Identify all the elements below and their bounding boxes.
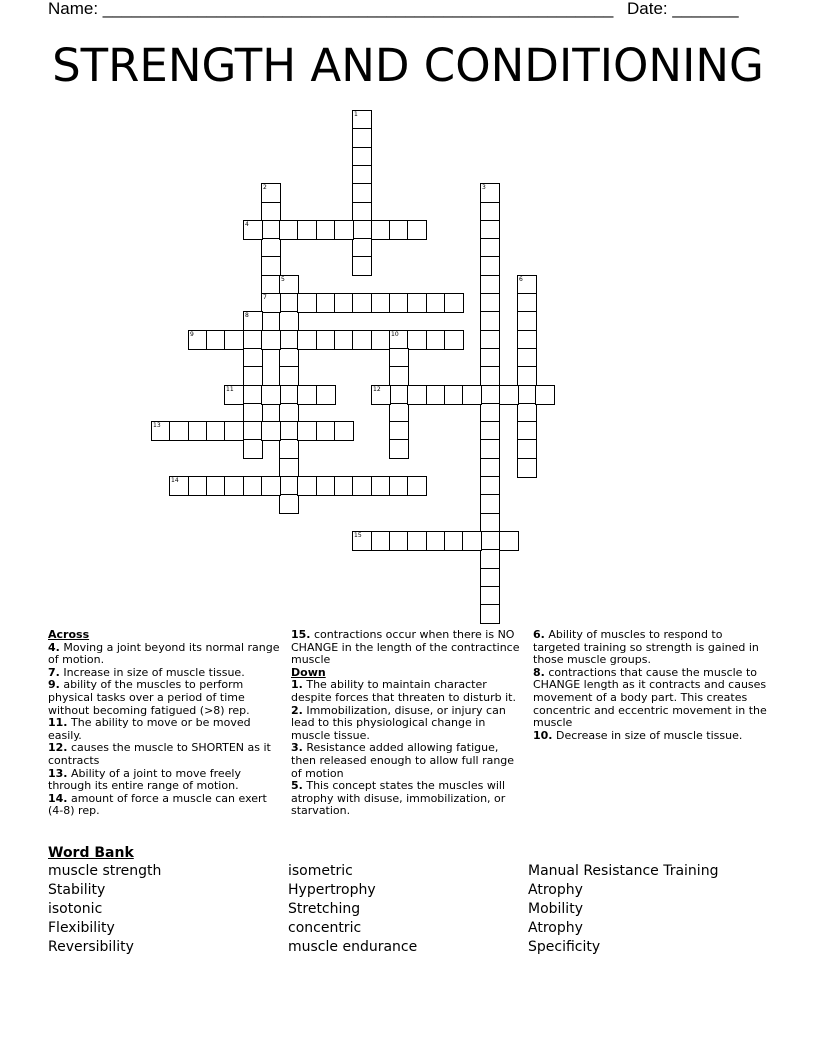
crossword-cell[interactable] [480,458,500,478]
clue-down-5: 5. This concept states the muscles will atrophy with disuse, immobilization, or starvation. [291,779,506,818]
word-bank-item: muscle endurance [288,939,418,955]
crossword-cell[interactable] [480,311,500,331]
crossword-cell[interactable] [279,293,299,313]
word-bank-item: Atrophy [528,882,583,898]
crossword-cell[interactable] [499,531,519,551]
crossword-cell[interactable] [243,330,263,350]
crossword-cell[interactable] [517,385,537,405]
crossword-cell[interactable] [352,476,372,496]
crossword-cell[interactable] [426,531,446,551]
cell-number: 5 [281,276,285,283]
word-bank-item: Specificity [528,939,601,955]
crossword-cell[interactable] [352,256,372,276]
crossword-cell[interactable] [224,421,244,441]
crossword-cell[interactable] [261,275,281,295]
cell-number: 8 [245,312,249,319]
crossword-cell[interactable] [316,220,336,240]
crossword-cell[interactable] [352,128,372,148]
crossword-cell[interactable] [243,476,263,496]
word-bank-item: Flexibility [48,920,115,936]
crossword-cell[interactable] [389,348,409,368]
crossword-cell[interactable] [352,183,372,203]
crossword-cell[interactable] [261,238,281,258]
crossword-cell[interactable] [334,421,354,441]
across-heading: Across [48,628,90,641]
crossword-cell[interactable] [334,330,354,350]
crossword-cell[interactable] [389,421,409,441]
crossword-cell[interactable] [243,403,263,423]
cell-number: 10 [391,331,399,338]
crossword-cell[interactable] [480,238,500,258]
crossword-cell[interactable] [535,385,555,405]
cell-number: 13 [153,422,161,429]
crossword-cell[interactable] [334,293,354,313]
date-field-label: Date: _______ [627,0,739,18]
crossword-cell[interactable] [480,586,500,606]
crossword-cell[interactable] [316,476,336,496]
crossword-cell[interactable] [188,330,208,350]
crossword-cell[interactable] [352,330,372,350]
crossword-cell[interactable] [279,348,299,368]
crossword-cell[interactable] [371,531,391,551]
crossword-cell[interactable] [389,330,409,350]
crossword-cell[interactable] [517,366,537,386]
crossword-cell[interactable] [480,476,500,496]
crossword-cell[interactable] [261,385,281,405]
clue-down-3: 3. Resistance added allowing fatigue, then released enough to allow full range of motion [291,741,515,780]
clue-down-10: 10. Decrease in size of muscle tissue. [533,728,743,742]
crossword-cell[interactable] [517,439,537,459]
crossword-cell[interactable] [426,385,446,405]
crossword-cell[interactable] [224,385,244,405]
crossword-cell[interactable] [444,385,464,405]
crossword-cell[interactable] [279,385,299,405]
crossword-cell[interactable] [188,476,208,496]
word-bank-item: Mobility [528,901,583,917]
crossword-cell[interactable] [480,220,500,240]
clue-down-1: 1. The ability to maintain character despite forces that threaten to disturb it. [291,678,516,704]
crossword-cell[interactable] [243,385,263,405]
middle-clues-column [291,629,523,818]
crossword-cell[interactable] [352,220,372,240]
crossword-cell[interactable] [407,476,427,496]
crossword-cell[interactable] [188,421,208,441]
down-heading: Down [291,665,326,679]
crossword-cell[interactable] [352,531,372,551]
word-bank-item: concentric [288,920,362,936]
clue-across-14: 14. amount of force a muscle can exert (4-8) rep. [48,791,267,818]
word-bank-column-2 [288,862,417,957]
word-bank-item: Hypertrophy [288,882,376,898]
puzzle-title: STRENGTH AND CONDITIONING [52,39,764,92]
word-bank-heading: Word Bank [48,845,134,861]
crossword-cell[interactable] [243,348,263,368]
crossword-cell[interactable] [517,275,537,295]
word-bank-column-1 [48,862,161,957]
clue-down-8: 8. contractions that cause the muscle to CHANGE length as it contracts and causes movement of a body part. This creates concentric and eccentric movement in the muscle [533,665,767,730]
crossword-cell[interactable] [243,220,263,240]
crossword-cell[interactable] [279,330,299,350]
word-bank-item: muscle strength [48,863,162,879]
crossword-cell[interactable] [206,330,226,350]
crossword-cell[interactable] [462,531,482,551]
crossword-cell[interactable] [499,385,519,405]
crossword-cell[interactable] [261,293,281,313]
clue-across-13: 13. Ability of a joint to move freely through its entire range of motion. [48,766,241,793]
crossword-cell[interactable] [371,220,391,240]
cell-number: 15 [354,532,362,539]
cell-number: 4 [245,221,249,228]
crossword-cell[interactable] [352,293,372,313]
crossword-cell[interactable] [389,220,409,240]
crossword-cell[interactable] [206,476,226,496]
cell-number: 6 [519,276,523,283]
crossword-cell[interactable] [352,147,372,167]
cell-number: 9 [190,331,194,338]
crossword-cell[interactable] [517,458,537,478]
crossword-cell[interactable] [297,476,317,496]
crossword-cell[interactable] [224,476,244,496]
crossword-cell[interactable] [334,220,354,240]
clue-across-15: 15. contractions occur when there is NO CHANGE in the length of the contractince muscle [291,628,520,667]
name-field-label: Name: ______________________________________________________ [48,0,614,18]
crossword-cell[interactable] [169,476,189,496]
crossword-cell[interactable] [371,385,391,405]
word-bank-item: isotonic [48,901,103,917]
clue-across-12: 12. causes the muscle to SHORTEN as it contracts [48,741,271,767]
crossword-cell[interactable] [352,238,372,258]
crossword-cell[interactable] [371,330,391,350]
word-bank-item: Manual Resistance Training [528,863,719,879]
crossword-cell[interactable] [444,531,464,551]
crossword-cell[interactable] [480,403,500,423]
crossword-cell[interactable] [334,476,354,496]
crossword-cell[interactable] [352,165,372,185]
crossword-cell[interactable] [480,385,500,405]
crossword-cell[interactable] [426,330,446,350]
crossword-cell[interactable] [279,220,299,240]
clue-down-2: 2. Immobilization, disuse, or injury can lead to this physiological change in muscle tissue. [291,703,506,742]
crossword-cell[interactable] [389,385,409,405]
crossword-cell[interactable] [480,330,500,350]
crossword-cell[interactable] [407,220,427,240]
crossword-cell[interactable] [407,330,427,350]
crossword-cell[interactable] [371,476,391,496]
crossword-cell[interactable] [261,256,281,276]
crossword-cell[interactable] [243,439,263,459]
clue-across-11: 11. The ability to move or be moved easily. [48,716,251,742]
word-bank-item: Reversibility [48,939,134,955]
crossword-cell[interactable] [261,330,281,350]
crossword-cell[interactable] [279,494,299,514]
crossword-cell[interactable] [297,293,317,313]
cell-number: 3 [482,184,486,191]
crossword-cell[interactable] [389,366,409,386]
crossword-cell[interactable] [316,293,336,313]
crossword-cell[interactable] [480,568,500,588]
crossword-cell[interactable] [297,385,317,405]
crossword-cell[interactable] [480,293,500,313]
crossword-cell[interactable] [297,421,317,441]
crossword-cell[interactable] [279,476,299,496]
crossword-cell[interactable] [517,330,537,350]
cell-number: 2 [263,184,267,191]
crossword-cell[interactable] [261,476,281,496]
word-bank-item: isometric [288,863,353,879]
crossword-cell[interactable] [352,110,372,130]
crossword-cell[interactable] [279,311,299,331]
crossword-cell[interactable] [480,494,500,514]
crossword-cell[interactable] [480,604,500,624]
crossword-cell[interactable] [480,366,500,386]
crossword-cell[interactable] [261,183,281,203]
crossword-cell[interactable] [297,330,317,350]
crossword-cell[interactable] [462,385,482,405]
cell-number: 1 [354,111,358,118]
crossword-cell[interactable] [243,311,263,331]
crossword-cell[interactable] [517,311,537,331]
crossword-cell[interactable] [407,531,427,551]
crossword-cell[interactable] [389,293,409,313]
cell-number: 12 [373,386,381,393]
crossword-cell[interactable] [279,421,299,441]
crossword-cell[interactable] [279,458,299,478]
crossword-cell[interactable] [279,366,299,386]
crossword-cell[interactable] [389,403,409,423]
crossword-cell[interactable] [297,220,317,240]
crossword-cell[interactable] [243,421,263,441]
crossword-cell[interactable] [444,293,464,313]
crossword-cell[interactable] [480,183,500,203]
cell-number: 11 [226,386,234,393]
crossword-cell[interactable] [517,348,537,368]
crossword-cell[interactable] [389,531,409,551]
clue-across-7: 7. Increase in size of muscle tissue. [48,665,245,679]
clue-down-6: 6. Ability of muscles to respond to targeted training so strength is gained in those muscle groups. [533,628,759,667]
clue-across-4: 4. Moving a joint beyond its normal range of motion. [48,640,280,667]
crossword-cell[interactable] [444,330,464,350]
crossword-cell[interactable] [389,439,409,459]
crossword-cell[interactable] [407,293,427,313]
crossword-cell[interactable] [151,421,171,441]
crossword-cell[interactable] [480,513,500,533]
crossword-cell[interactable] [480,439,500,459]
word-bank-column-3 [528,862,718,957]
crossword-cell[interactable] [426,293,446,313]
across-clues-column [48,629,284,818]
crossword-cell[interactable] [517,293,537,313]
crossword-cell[interactable] [206,421,226,441]
right-clues-column [533,629,769,742]
crossword-cell[interactable] [224,330,244,350]
crossword-cell[interactable] [480,256,500,276]
crossword-cell[interactable] [316,385,336,405]
crossword-cell[interactable] [261,220,281,240]
crossword-cell[interactable] [480,275,500,295]
crossword-cell[interactable] [243,366,263,386]
word-bank-item: Stretching [288,901,361,917]
crossword-cell[interactable] [279,275,299,295]
crossword-cell[interactable] [480,549,500,569]
crossword-cell[interactable] [480,348,500,368]
word-bank-item: Atrophy [528,920,583,936]
crossword-cell[interactable] [371,293,391,313]
crossword-cell[interactable] [517,421,537,441]
crossword-cell[interactable] [480,531,500,551]
crossword-cell[interactable] [261,421,281,441]
crossword-cell[interactable] [480,202,500,222]
crossword-cell[interactable] [261,202,281,222]
clue-across-9: 9. ability of the muscles to perform physical tasks over a period of time without becoming fatigued (>8) rep. [48,678,250,717]
crossword-cell[interactable] [480,421,500,441]
crossword-cell[interactable] [352,202,372,222]
crossword-cell[interactable] [279,403,299,423]
crossword-cell[interactable] [316,421,336,441]
crossword-cell[interactable] [169,421,189,441]
crossword-cell[interactable] [316,330,336,350]
cell-number: 14 [171,477,179,484]
word-bank-item: Stability [48,882,106,898]
crossword-cell[interactable] [407,385,427,405]
cell-number: 7 [263,294,267,301]
crossword-cell[interactable] [389,476,409,496]
crossword-cell[interactable] [279,439,299,459]
crossword-cell[interactable] [517,403,537,423]
